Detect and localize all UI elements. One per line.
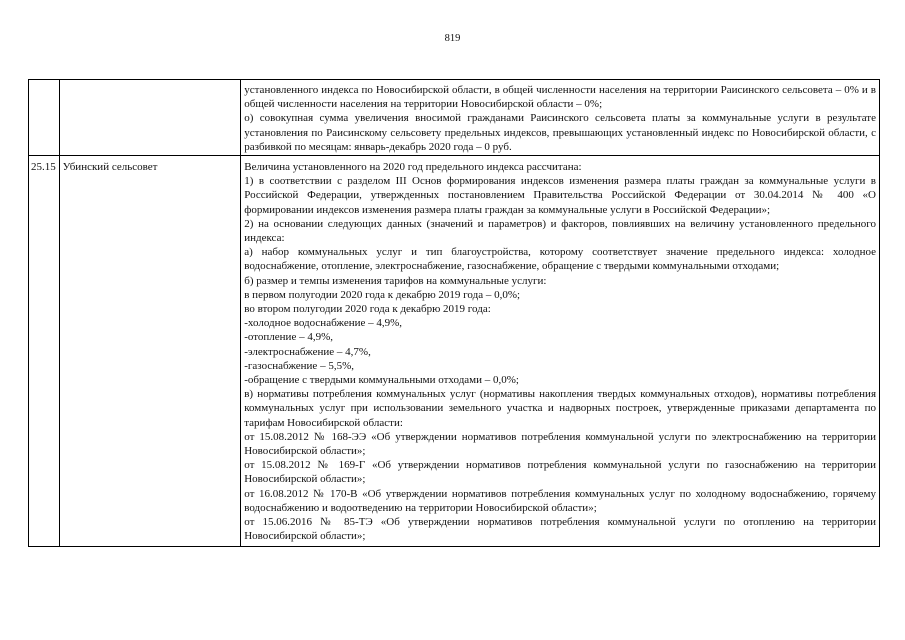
paragraph: в первом полугодии 2020 года к декабрю 2019 года – 0,0%; (244, 288, 521, 301)
paragraph: во втором полугодии 2020 года к декабрю 2019 года: (244, 303, 491, 316)
page-number: 819 (444, 33, 461, 44)
document-table (28, 79, 880, 547)
paragraph: -отопление – 4,9%, (244, 331, 333, 344)
paragraph: -электроснабжение – 4,7%, (244, 345, 371, 358)
settlement-name-cell: Убинский сельсовет (59, 156, 241, 546)
row-number-cell: 25.15 (29, 156, 60, 546)
paragraph: о) совокупная сумма увеличения вносимой гражданами Раисинского сельсовета платы за коммунальные услуги в результате установления по Раисинскому сельсовету предельных индексов, превышающих установленный индекс по Новосибирской области, с разбивкой по месяцам: январь-декабрь 2020 года – 0 руб. (244, 112, 876, 153)
table-row (29, 156, 880, 546)
paragraph: -газоснабжение – 5,5%, (244, 359, 354, 372)
paragraph: а) набор коммунальных услуг и тип благоустройства, которому соответствует значение предельного индекса: холодное водоснабжение, отопление, электроснабжение, газоснабжение, обращение с твердыми коммунальными отходами; (244, 246, 876, 273)
table-row (29, 80, 880, 156)
paragraph: установленного индекса по Новосибирской области, в общей численности населения на территории Раисинского сельсовета – 0% и в общей численности населения на территории Новосибирской области – 0%; (244, 84, 876, 111)
paragraph: 1) в соответствии с разделом III Основ формирования индексов изменения размера платы граждан за коммунальные услуги в Российской Федерации, утвержденных постановлением Правительства Российской Федерации от 30.04.2014 № 400 «О формировании индексов изменения размера платы граждан за коммунальные услуги в Российской Федерации»; (244, 175, 876, 216)
description-cell (241, 80, 880, 156)
paragraph: от 15.06.2016 № 85-ТЭ «Об утверждении нормативов потребления коммунальной услуги по отоплению на территории Новосибирской области»; (244, 516, 876, 543)
paragraph: от 15.08.2012 № 168-ЭЭ «Об утверждении нормативов потребления коммунальной услуги по электроснабжению на территории Новосибирской области»; (244, 430, 876, 458)
row-number-cell (29, 80, 60, 156)
settlement-name-cell (59, 80, 241, 156)
paragraph: в) нормативы потребления коммунальных услуг (нормативы накопления твердых коммунальных отходов), нормативы потребления коммунальных услуг при использовании земельного участка и надворных построек, утвержденные приказами департамента по тарифам Новосибирской области: (244, 388, 876, 429)
paragraph: от 16.08.2012 № 170-В «Об утверждении нормативов потребления коммунальных услуг по холодному водоснабжению, горячему водоснабжению и водоотведению на территории Новосибирской области»; (244, 487, 876, 514)
paragraph: 2) на основании следующих данных (значений и параметров) и факторов, повлиявших на величину установленного предельного индекса: (244, 217, 876, 245)
paragraph: Величина установленного на 2020 год предельного индекса рассчитана: (244, 161, 582, 174)
paragraph: от 15.08.2012 № 169-Г «Об утверждении нормативов потребления коммунальной услуги по газоснабжению на территории Новосибирской области»; (244, 459, 876, 486)
paragraph: б) размер и темпы изменения тарифов на коммунальные услуги: (244, 274, 547, 287)
paragraph: -обращение с твердыми коммунальными отходами – 0,0%; (244, 374, 519, 387)
paragraph: -холодное водоснабжение – 4,9%, (244, 317, 403, 330)
description-cell (241, 156, 880, 546)
